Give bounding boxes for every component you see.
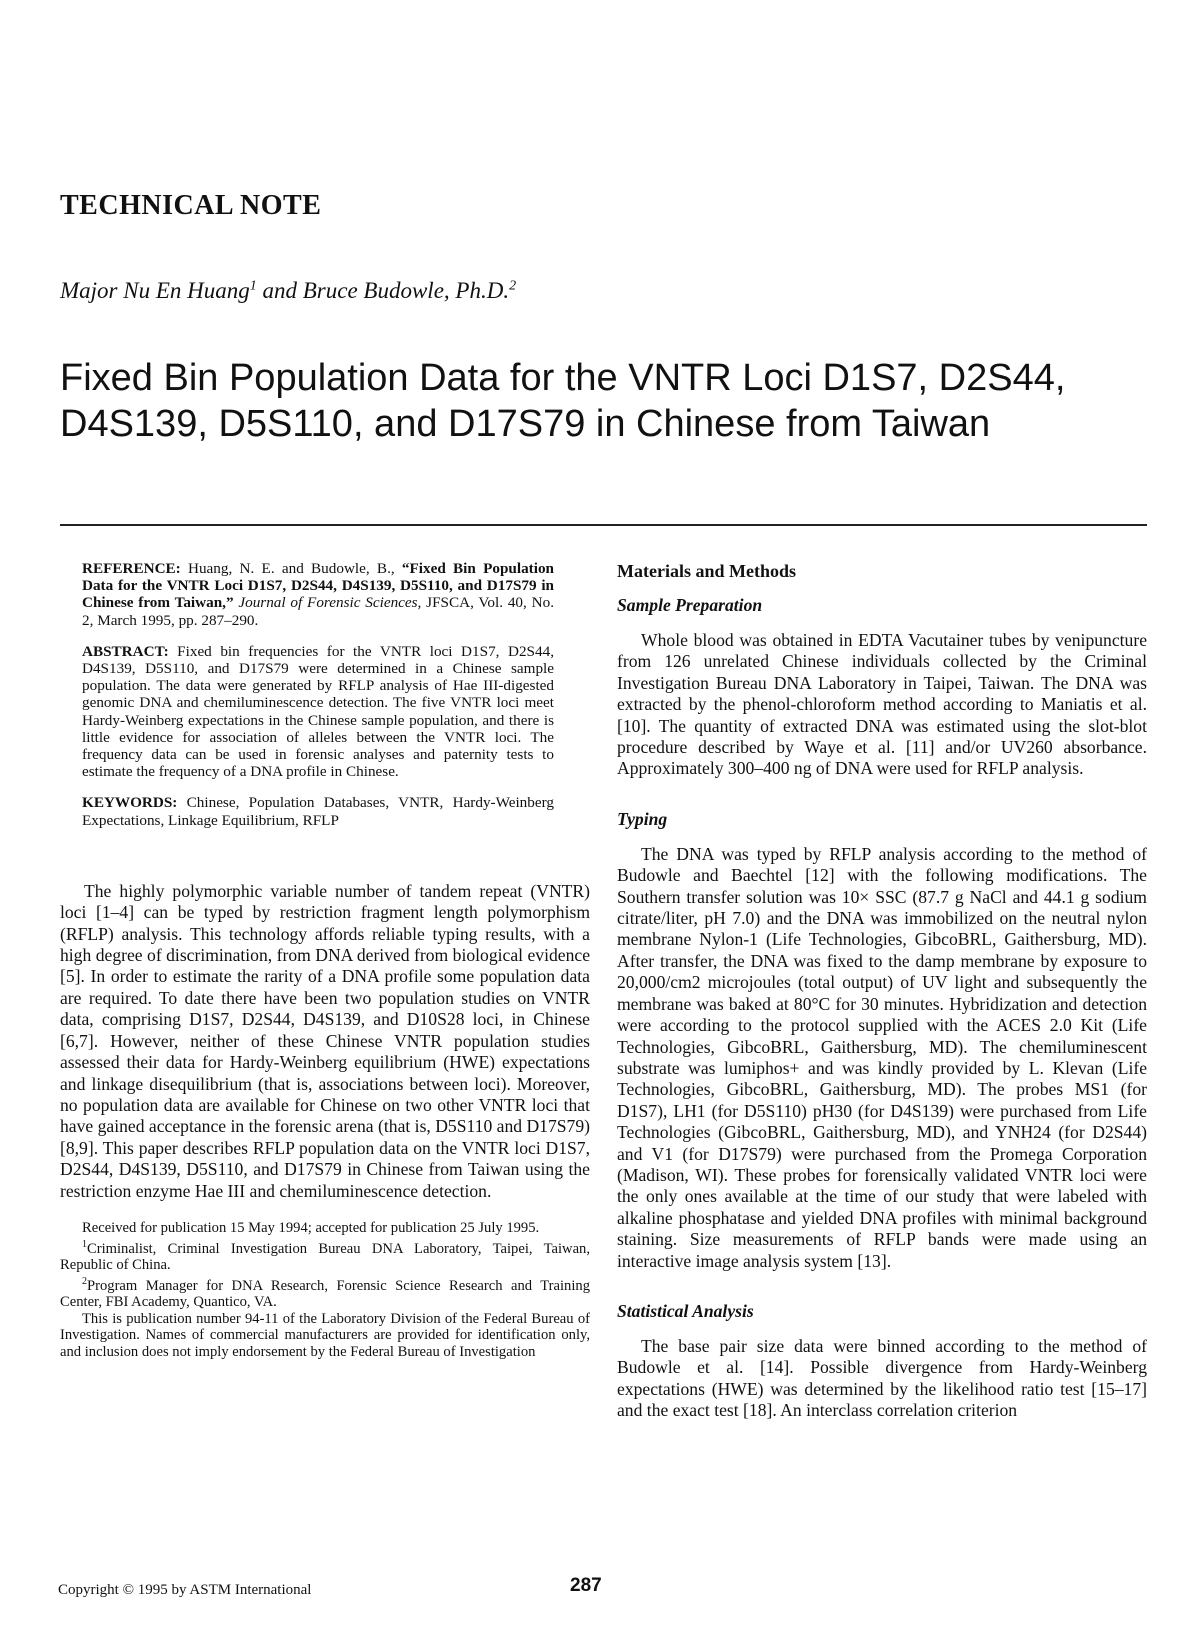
author-1-footnote-mark: 1 bbox=[249, 278, 257, 294]
statistical-analysis-paragraph: The base pair size data were binned according to the method of Budowle et al. [14]. Possible divergence from Hardy-Weinberg expectations (HWE) was determined by the likelihood ratio test [15–17] and the exact test [18]. An interclass correlation criterion bbox=[617, 1335, 1147, 1421]
author-2-footnote-mark: 2 bbox=[509, 278, 517, 294]
sample-preparation-paragraph: Whole blood was obtained in EDTA Vacutainer tubes by venipuncture from 126 unrelated Chinese individuals collected by the Criminal Investigation Bureau DNA Laboratory in Taipei, Taiwan. The DNA was extracted by the phenol-chloroform method according to Maniatis et al. [10]. The quantity of extracted DNA was estimated using the slot-blot procedure described by Waye et al. [11] and/or UV260 absorbance. Approximately 300–400 ng of DNA were used for RFLP analysis. bbox=[617, 630, 1147, 779]
sample-preparation-heading: Sample Preparation bbox=[617, 595, 763, 615]
footnote-1 bbox=[60, 1237, 590, 1274]
page-number: 287 bbox=[570, 1575, 602, 1596]
right-column bbox=[617, 560, 1147, 1422]
statistical-analysis-section bbox=[617, 1336, 1147, 1422]
keywords-label: KEYWORDS: bbox=[82, 794, 178, 812]
section-label: TECHNICAL NOTE bbox=[60, 190, 322, 221]
reference-authors: Huang, N. E. and Budowle, B., bbox=[180, 560, 402, 577]
footnote-1-mark: 1 bbox=[82, 1238, 87, 1250]
sample-preparation-section bbox=[617, 630, 1147, 780]
keywords-text: Chinese, Population Databases, VNTR, Hardy-Weinberg Expectations, Linkage Equilibrium, RFLP bbox=[82, 794, 554, 829]
abstract-text: Fixed bin frequencies for the VNTR loci D1S7, D2S44, D4S139, D5S110, and D17S79 were determined in a Chinese sample population. The data were generated by RFLP analysis of Hae III-digested genomic DNA and chemiluminescence detection. The five VNTR loci meet Hardy-Weinberg expectations in the Chinese sample population, and there is little evidence for association of alleles between the VNTR loci. The frequency data can be used in forensic analyses and paternity tests to estimate the frequency of a DNA profile in Chinese. bbox=[82, 642, 554, 781]
abstract-block bbox=[82, 560, 554, 829]
introduction-paragraph: The highly polymorphic variable number of tandem repeat (VNTR) loci [1–4] can be typed by restriction fragment length polymorphism (RFLP) analysis. This technology affords reliable typing results, with a high degree of discrimination, from DNA derived from biological evidence [5]. In order to estimate the rarity of a DNA profile some population data are required. To date there have been two population studies on VNTR data, comprising D1S7, D2S44, D4S139, and D10S28 loci, in Chinese [6,7]. However, neither of these Chinese VNTR population studies assessed their data for Hardy-Weinberg equilibrium (HWE) expectations and linkage disequilibrium (that is, associations between loci). Moreover, no population data are available for Chinese on two other VNTR loci that have gained acceptance in the forensic arena (that is, D5S110 and D17S79) [8,9]. This paper describes RFLP population data on the VNTR loci D1S7, D2S44, D4S139, D5S110, and D17S79 in Chinese from Taiwan using the restriction enzyme Hae III and chemiluminescence detection. bbox=[60, 880, 590, 1201]
abstract-paragraph bbox=[82, 643, 554, 781]
left-column bbox=[60, 560, 590, 1360]
received-note: Received for publication 15 May 1994; accepted for publication 25 July 1995. bbox=[82, 1219, 540, 1236]
author-2: and Bruce Budowle, Ph.D. bbox=[256, 278, 510, 303]
footnote-2-mark: 2 bbox=[82, 1275, 87, 1287]
reference-paragraph bbox=[82, 560, 554, 629]
typing-paragraph: The DNA was typed by RFLP analysis according to the method of Budowle and Baechtel [12] with the following modifications. The Southern transfer solution was 10× SSC (87.7 g NaCl and 44.1 g sodium citrate/liter, pH 7.0) and the DNA was immobilized on the neutral nylon membrane Nylon-1 (Life Technologies, GibcoBRL, Gaithersburg, MD). After transfer, the DNA was fixed to the damp membrane by exposure to 20,000/cm2 microjoules (total output) of UV light and subsequently the membrane was baked at 80°C for 30 minutes. Hybridization and detection were according to the protocol supplied with the ACES 2.0 Kit (Life Technologies, GibcoBRL, Gaithersburg, MD). The chemiluminescent substrate was lumiphos+ and was kindly provided by L. Klevan (Life Technologies, GibcoBRL, Gaithersburg, MD). The probes MS1 (for D1S7), LH1 (for D5S110) pH30 (for D4S139) were purchased from Life Technologies (GibcoBRL, Gaithersburg, MD), and YNH24 (for D2S44) and V1 (for D17S79) were purchased from the Promega Corporation (Madison, WI). These probes for forensically validated VNTR loci were the only ones available at the time of our study that were labeled with alkaline phosphatase and yielded DNA profiles with minimal background staining. Size measurements of RFLP bands were made using an interactive image analysis system [13]. bbox=[617, 843, 1147, 1271]
methods-heading: Materials and Methods bbox=[617, 561, 796, 581]
author-line bbox=[60, 278, 516, 304]
reference-journal: Journal of Forensic Sciences, bbox=[233, 594, 422, 612]
reference-title: “Fixed Bin Population Data for the VNTR Loci D1S7, D2S44, D4S139, D5S110, and D17S79 in Chinese from Taiwan,” bbox=[82, 560, 554, 612]
footnotes bbox=[60, 1220, 590, 1360]
copyright-notice: Copyright © 1995 by ASTM International bbox=[58, 1582, 312, 1598]
statistical-analysis-heading: Statistical Analysis bbox=[617, 1300, 754, 1321]
abstract-label: ABSTRACT: bbox=[82, 642, 169, 660]
reference-label: REFERENCE: bbox=[82, 560, 181, 577]
typing-section bbox=[617, 844, 1147, 1272]
introduction bbox=[60, 881, 590, 1202]
publication-note: This is publication number 94-11 of the Laboratory Division of the Federal Bureau of Investigation. Names of commercial manufacturers are provided for identification only, and inclusion does not imply endorsement by the Federal Bureau of Investigation bbox=[60, 1310, 590, 1360]
reference-citation: JFSCA, Vol. 40, No. 2, March 1995, pp. 287–290. bbox=[82, 594, 554, 629]
title-divider bbox=[60, 524, 1147, 526]
footnote-1-text: Criminalist, Criminal Investigation Bureau DNA Laboratory, Taipei, Taiwan, Republic of China. bbox=[60, 1240, 590, 1273]
footnote-2-text: Program Manager for DNA Research, Forensic Science Research and Training Center, FBI Academy, Quantico, VA. bbox=[60, 1277, 590, 1311]
typing-heading: Typing bbox=[617, 808, 668, 829]
footnote-2 bbox=[60, 1274, 590, 1311]
article-title: Fixed Bin Population Data for the VNTR Loci D1S7, D2S44, D4S139, D5S110, and D17S79 in Chinese from Taiwan bbox=[60, 357, 1066, 445]
keywords-paragraph bbox=[82, 794, 554, 828]
author-1: Major Nu En Huang bbox=[60, 278, 250, 303]
